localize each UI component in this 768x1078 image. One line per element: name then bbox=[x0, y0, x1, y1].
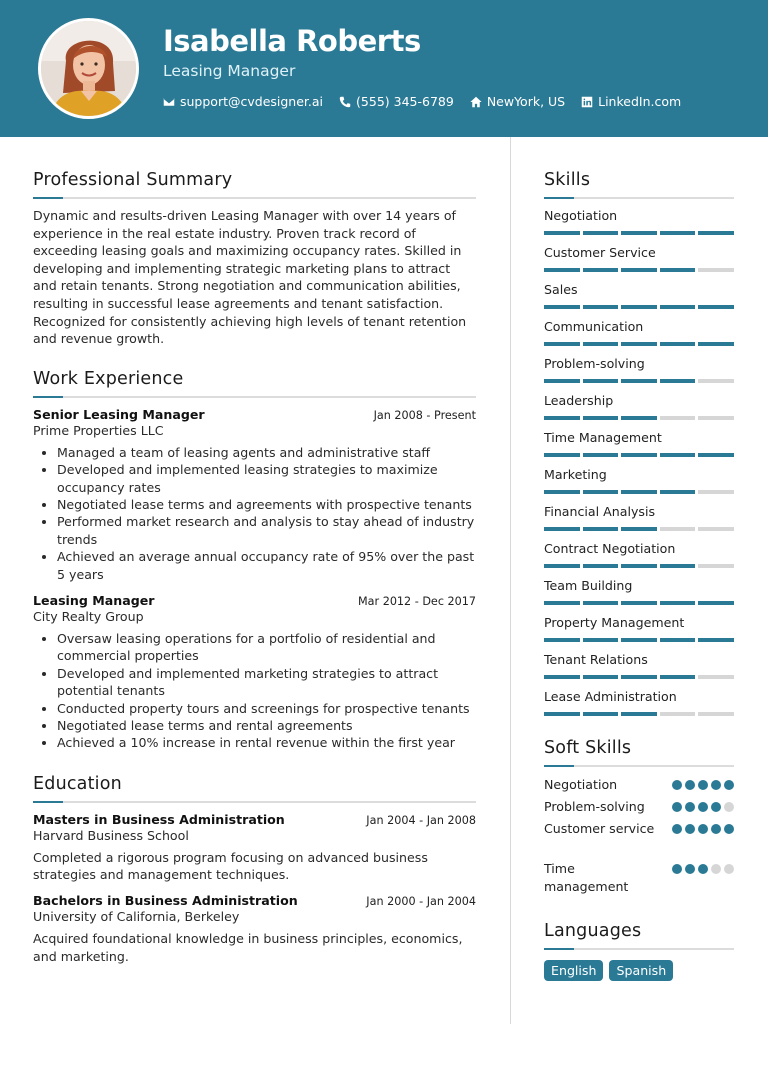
skill-level-segment bbox=[698, 342, 734, 346]
contact-phone-text: (555) 345-6789 bbox=[356, 94, 454, 109]
skill-level-bar bbox=[544, 527, 734, 531]
skill-level-segment bbox=[660, 527, 696, 531]
main-column bbox=[33, 170, 476, 965]
skill-name: Marketing bbox=[544, 467, 607, 482]
language-badge: Spanish bbox=[609, 960, 673, 981]
rating-dot bbox=[672, 864, 682, 874]
education-description: Acquired foundational knowledge in business principles, economics, and marketing. bbox=[33, 931, 463, 964]
skill-level-segment bbox=[660, 416, 696, 420]
person-photo-icon bbox=[41, 21, 136, 116]
skill-level-segment bbox=[621, 416, 657, 420]
skill-name: Tenant Relations bbox=[544, 652, 648, 667]
skill-level-segment bbox=[544, 675, 580, 679]
skill-name: Time Management bbox=[544, 430, 662, 445]
skill-level-segment bbox=[544, 416, 580, 420]
skill-level-bar bbox=[544, 268, 734, 272]
skill-level-segment bbox=[544, 305, 580, 309]
skill-item bbox=[544, 245, 734, 272]
linkedin-icon bbox=[581, 96, 593, 108]
skill-level-segment bbox=[544, 527, 580, 531]
job-role: Leasing Manager bbox=[33, 593, 155, 608]
skill-level-segment bbox=[621, 268, 657, 272]
contact-phone[interactable] bbox=[339, 94, 454, 109]
skill-level-segment bbox=[583, 379, 619, 383]
envelope-icon bbox=[163, 96, 175, 108]
contact-linkedin-text: LinkedIn.com bbox=[598, 94, 682, 109]
list-item: • Managed a team of leasing agents and administrative staff bbox=[57, 444, 476, 461]
job-company: Prime Properties LLC bbox=[33, 422, 164, 438]
skill-level-segment bbox=[698, 231, 734, 235]
section-rule bbox=[33, 396, 476, 398]
skill-level-segment bbox=[621, 231, 657, 235]
skill-name: Team Building bbox=[544, 578, 633, 593]
rating-dot bbox=[672, 780, 682, 790]
section-title: Languages bbox=[544, 921, 642, 941]
skill-item bbox=[544, 615, 734, 642]
phone-icon bbox=[339, 96, 351, 108]
rating-dot bbox=[685, 802, 695, 812]
skill-level-bar bbox=[544, 453, 734, 457]
skill-level-bar bbox=[544, 379, 734, 383]
skill-level-segment bbox=[621, 305, 657, 309]
list-item: • Oversaw leasing operations for a portfolio of residential and commercial properties bbox=[57, 630, 476, 665]
list-item: • Achieved an average annual occupancy rate of 95% over the past 5 years bbox=[57, 548, 476, 583]
rating-dot bbox=[698, 824, 708, 834]
skill-item bbox=[544, 578, 734, 605]
education-entry bbox=[33, 893, 476, 965]
degree: Masters in Business Administration bbox=[33, 811, 285, 827]
column-divider bbox=[510, 137, 511, 1024]
soft-skill-item bbox=[544, 820, 734, 838]
skill-level-segment bbox=[660, 305, 696, 309]
job-dates: Jan 2008 - Present bbox=[373, 408, 476, 422]
skill-level-segment bbox=[583, 564, 619, 568]
skill-name: Contract Negotiation bbox=[544, 541, 676, 556]
contact-linkedin[interactable] bbox=[581, 94, 681, 109]
skill-name: Communication bbox=[544, 319, 644, 334]
soft-skill-name: Time management bbox=[544, 861, 629, 894]
job-dates: Mar 2012 - Dec 2017 bbox=[358, 595, 476, 608]
rating-dot bbox=[698, 864, 708, 874]
soft-skill-item bbox=[544, 860, 734, 896]
skill-level-segment bbox=[621, 564, 657, 568]
rating-dot bbox=[724, 802, 734, 812]
skill-level-segment bbox=[583, 675, 619, 679]
languages-section bbox=[544, 921, 734, 981]
skill-level-segment bbox=[698, 268, 734, 272]
contact-location-text: NewYork, US bbox=[486, 94, 566, 109]
skill-name: Customer Service bbox=[544, 245, 656, 260]
skill-level-segment bbox=[660, 231, 696, 235]
skill-level-bar bbox=[544, 564, 734, 568]
skill-level-segment bbox=[544, 490, 580, 494]
skill-level-segment bbox=[698, 601, 734, 605]
skill-level-segment bbox=[544, 453, 580, 457]
candidate-name: Isabella Roberts bbox=[163, 24, 421, 58]
skill-item bbox=[544, 541, 734, 568]
section-rule bbox=[33, 801, 476, 803]
skill-level-bar bbox=[544, 638, 734, 642]
rating-dot bbox=[672, 824, 682, 834]
job-company: City Realty Group bbox=[33, 609, 144, 624]
skill-level-segment bbox=[660, 490, 696, 494]
job-bullets bbox=[57, 630, 476, 752]
skill-level-segment bbox=[544, 638, 580, 642]
job-role: Senior Leasing Manager bbox=[33, 406, 205, 422]
job-entry bbox=[33, 593, 476, 752]
list-item: • Negotiated lease terms and rental agreements bbox=[57, 717, 476, 734]
job-bullets bbox=[57, 444, 476, 583]
skill-item bbox=[544, 208, 734, 235]
skill-level-segment bbox=[544, 268, 580, 272]
section-rule bbox=[544, 765, 734, 767]
skill-item bbox=[544, 467, 734, 494]
skill-level-segment bbox=[621, 527, 657, 531]
soft-skill-rating bbox=[672, 820, 734, 834]
skill-level-segment bbox=[621, 638, 657, 642]
skill-level-bar bbox=[544, 675, 734, 679]
rating-dot bbox=[724, 780, 734, 790]
soft-skills-section bbox=[544, 738, 734, 896]
skill-level-segment bbox=[544, 564, 580, 568]
skill-item bbox=[544, 504, 734, 531]
skill-level-segment bbox=[698, 638, 734, 642]
contact-email-text: support@cvdesigner.ai bbox=[180, 94, 324, 109]
rating-dot bbox=[711, 824, 721, 834]
skill-name: Problem-solving bbox=[544, 356, 645, 371]
skill-level-segment bbox=[621, 490, 657, 494]
rating-dot bbox=[724, 824, 734, 834]
degree: Bachelors in Business Administration bbox=[33, 893, 298, 909]
skills-section bbox=[544, 170, 734, 716]
list-item: • Conducted property tours and screenings for prospective tenants bbox=[57, 700, 476, 717]
skill-level-segment bbox=[698, 712, 734, 716]
skill-level-segment bbox=[583, 268, 619, 272]
skill-level-segment bbox=[583, 712, 619, 716]
section-title: Work Experience bbox=[33, 368, 184, 389]
skill-level-segment bbox=[660, 342, 696, 346]
section-rule bbox=[544, 948, 734, 950]
list-item: • Performed market research and analysis to stay ahead of industry trends bbox=[57, 513, 476, 548]
section-title: Skills bbox=[544, 170, 591, 190]
rating-dot bbox=[724, 864, 734, 874]
education-dates: Jan 2004 - Jan 2008 bbox=[366, 813, 476, 827]
rating-dot bbox=[711, 864, 721, 874]
skill-level-bar bbox=[544, 490, 734, 494]
skill-level-bar bbox=[544, 601, 734, 605]
skill-name: Financial Analysis bbox=[544, 504, 656, 519]
soft-skill-name: Customer service bbox=[544, 821, 655, 836]
experience-section bbox=[33, 369, 476, 752]
skill-level-segment bbox=[660, 601, 696, 605]
section-rule bbox=[544, 197, 734, 199]
skill-level-segment bbox=[544, 231, 580, 235]
home-icon bbox=[470, 96, 482, 108]
skill-level-segment bbox=[544, 712, 580, 716]
skill-level-segment bbox=[698, 416, 734, 420]
rating-dot bbox=[711, 780, 721, 790]
resume-header bbox=[0, 0, 768, 137]
skill-level-segment bbox=[583, 638, 619, 642]
education-section bbox=[33, 774, 476, 965]
skill-level-bar bbox=[544, 416, 734, 420]
section-title: Professional Summary bbox=[33, 170, 233, 190]
skill-level-segment bbox=[698, 305, 734, 309]
sidebar-column bbox=[544, 170, 734, 981]
education-dates: Jan 2000 - Jan 2004 bbox=[366, 895, 476, 909]
rating-dot bbox=[685, 824, 695, 834]
language-badge: English bbox=[544, 960, 603, 981]
skill-level-segment bbox=[660, 712, 696, 716]
soft-skill-rating bbox=[672, 776, 734, 790]
list-item: • Developed and implemented leasing strategies to maximize occupancy rates bbox=[57, 461, 476, 496]
skill-level-segment bbox=[698, 527, 734, 531]
list-item: • Negotiated lease terms and agreements with prospective tenants bbox=[57, 496, 476, 513]
skill-level-bar bbox=[544, 305, 734, 309]
school: Harvard Business School bbox=[33, 827, 189, 843]
skill-level-segment bbox=[660, 268, 696, 272]
rating-dot bbox=[711, 802, 721, 812]
skill-level-segment bbox=[621, 675, 657, 679]
skill-level-bar bbox=[544, 231, 734, 235]
skill-level-segment bbox=[660, 638, 696, 642]
skill-level-segment bbox=[621, 453, 657, 457]
skill-level-segment bbox=[660, 453, 696, 457]
section-title: Education bbox=[33, 773, 122, 794]
skill-level-segment bbox=[583, 601, 619, 605]
skill-item bbox=[544, 319, 734, 346]
skill-level-segment bbox=[583, 231, 619, 235]
soft-skill-item bbox=[544, 776, 734, 794]
skill-level-segment bbox=[583, 527, 619, 531]
skill-name: Negotiation bbox=[544, 208, 618, 223]
skills-list bbox=[544, 208, 734, 716]
skill-name: Sales bbox=[544, 282, 578, 297]
skill-level-segment bbox=[583, 416, 619, 420]
rating-dot bbox=[698, 802, 708, 812]
skill-item bbox=[544, 393, 734, 420]
skill-level-segment bbox=[583, 342, 619, 346]
soft-skill-name: Problem-solving bbox=[544, 799, 645, 814]
skill-level-segment bbox=[621, 601, 657, 605]
soft-skill-rating bbox=[672, 860, 734, 874]
soft-skill-rating bbox=[672, 798, 734, 812]
soft-skill-item bbox=[544, 798, 734, 816]
education-entry bbox=[33, 812, 476, 884]
skill-level-bar bbox=[544, 712, 734, 716]
summary-section bbox=[33, 170, 476, 348]
skill-item bbox=[544, 282, 734, 309]
list-item: • Achieved a 10% increase in rental revenue within the first year bbox=[57, 734, 476, 751]
skill-name: Lease Administration bbox=[544, 689, 677, 704]
skill-item bbox=[544, 430, 734, 457]
skill-level-segment bbox=[583, 453, 619, 457]
skill-level-segment bbox=[621, 379, 657, 383]
contact-location[interactable] bbox=[470, 94, 565, 109]
skill-level-segment bbox=[698, 675, 734, 679]
skill-level-segment bbox=[660, 564, 696, 568]
skill-level-segment bbox=[583, 305, 619, 309]
contact-email[interactable] bbox=[163, 94, 323, 109]
section-title: Soft Skills bbox=[544, 738, 632, 758]
job-entry bbox=[33, 407, 476, 583]
skill-name: Leadership bbox=[544, 393, 614, 408]
skill-level-segment bbox=[621, 712, 657, 716]
section-rule bbox=[33, 197, 476, 199]
skill-level-segment bbox=[583, 490, 619, 494]
skill-level-segment bbox=[698, 379, 734, 383]
education-description: Completed a rigorous program focusing on advanced business strategies and management techniques. bbox=[33, 849, 428, 883]
candidate-title: Leasing Manager bbox=[163, 62, 296, 80]
skill-level-segment bbox=[621, 342, 657, 346]
skill-level-segment bbox=[544, 342, 580, 346]
list-item: • Developed and implemented marketing strategies to attract potential tenants bbox=[57, 665, 476, 700]
profile-photo bbox=[38, 18, 139, 119]
skill-level-bar bbox=[544, 342, 734, 346]
languages-list bbox=[544, 960, 734, 981]
soft-skills-list bbox=[544, 776, 734, 896]
skill-level-segment bbox=[660, 379, 696, 383]
skill-level-segment bbox=[698, 453, 734, 457]
skill-item bbox=[544, 356, 734, 383]
summary-text: Dynamic and results-driven Leasing Manager with over 14 years of experience in the real estate industry. Proven track record of exceeding leasing goals and maximizing occupancy rates. Skilled in developing and implementing strategic marketing plans to attract and retain tenants. Strong negotiation and communication abilities, resulting in successful lease agreements and tenant satisfaction. Recognized for consistently achieving high levels of tenant retention and revenue growth. bbox=[33, 208, 467, 347]
school: University of California, Berkeley bbox=[33, 909, 240, 925]
rating-dot bbox=[672, 802, 682, 812]
skill-item bbox=[544, 689, 734, 716]
skill-level-segment bbox=[660, 675, 696, 679]
soft-skill-name: Negotiation bbox=[544, 777, 618, 792]
skill-name: Property Management bbox=[544, 615, 685, 630]
contact-bar bbox=[163, 94, 681, 109]
rating-dot bbox=[698, 780, 708, 790]
rating-dot bbox=[685, 780, 695, 790]
rating-dot bbox=[685, 864, 695, 874]
skill-level-segment bbox=[544, 379, 580, 383]
skill-level-segment bbox=[544, 601, 580, 605]
skill-level-segment bbox=[698, 564, 734, 568]
skill-level-segment bbox=[698, 490, 734, 494]
skill-item bbox=[544, 652, 734, 679]
